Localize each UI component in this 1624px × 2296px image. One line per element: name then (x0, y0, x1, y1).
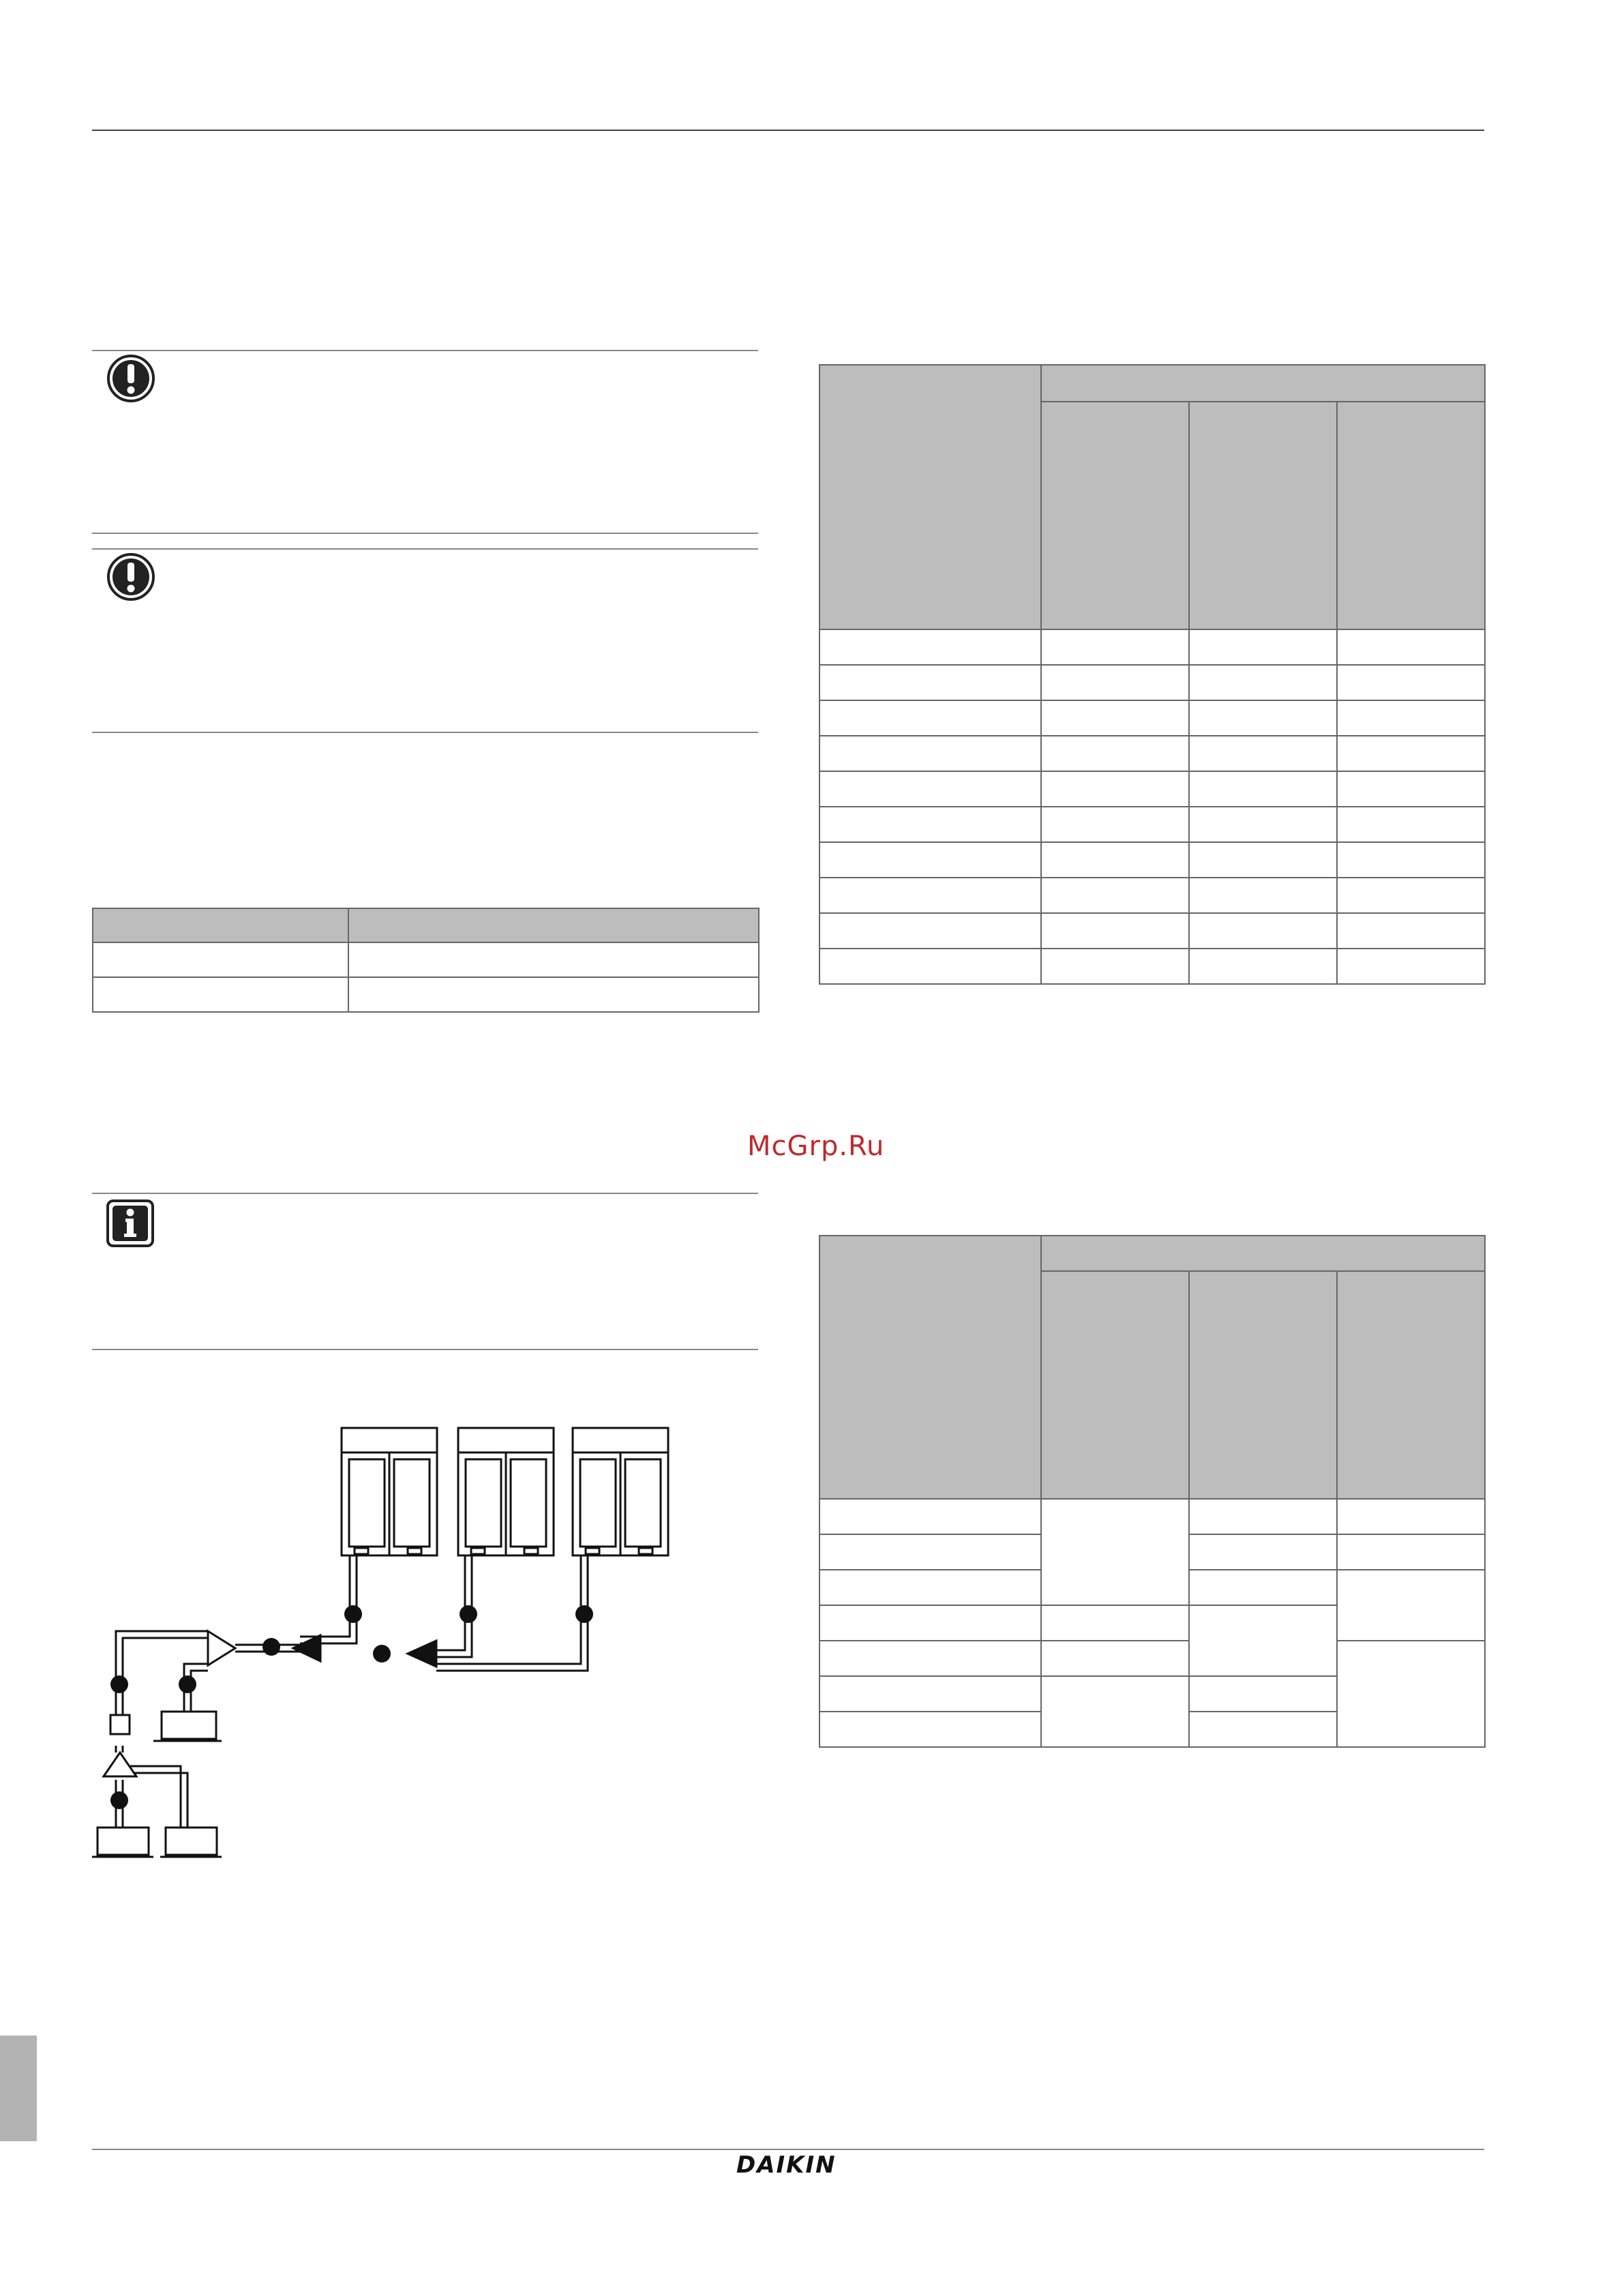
info-icon (106, 1199, 154, 1250)
outdoor-unit-3 (573, 1428, 668, 1555)
table-1-cell (819, 878, 1041, 913)
table-2-cell (1189, 1676, 1337, 1712)
table-1 (819, 364, 1486, 985)
table-1-cell (1041, 700, 1189, 736)
small-table-header-cell (93, 908, 348, 942)
table-1-cell (1041, 665, 1189, 700)
table-1-cell (819, 629, 1041, 665)
table-2-cell (1041, 1499, 1189, 1605)
table-2-cell (819, 1499, 1041, 1534)
table-2-cell (1337, 1641, 1485, 1747)
table-1-cell (1337, 736, 1485, 771)
table-2-cell (1041, 1641, 1189, 1676)
table-1-cell (1189, 665, 1337, 700)
table-1-cell (1337, 949, 1485, 984)
table-2-cell (819, 1605, 1041, 1641)
notice-3-top-rule (92, 1193, 758, 1194)
table-2-cell (1337, 1499, 1485, 1534)
table-1-cell (1189, 807, 1337, 842)
table-2-group-header (1041, 1236, 1485, 1271)
table-1-cell (1337, 842, 1485, 878)
table-1-cell (1189, 629, 1337, 665)
table-1-cell (1337, 913, 1485, 949)
table-2-col-header (1189, 1271, 1337, 1499)
outdoor-unit-2 (458, 1428, 554, 1555)
table-1-cell (1337, 700, 1485, 736)
watermark: McGrp.Ru (747, 1131, 885, 1162)
table-2-cell (1189, 1499, 1337, 1534)
table-2-cell (819, 1712, 1041, 1747)
table-1-cell (1337, 807, 1485, 842)
table-2 (819, 1235, 1486, 1748)
table-1-cell (1041, 913, 1189, 949)
table-2-col-header (1041, 1271, 1189, 1499)
table-1-cell (1189, 949, 1337, 984)
table-1-group-header (1041, 365, 1485, 402)
table-1-cell (819, 700, 1041, 736)
table-1-cell (1189, 771, 1337, 807)
table-1-cell (1337, 771, 1485, 807)
table-2-cell (1041, 1605, 1189, 1641)
small-table-cell (348, 942, 759, 977)
notice-1-top-rule (92, 350, 758, 351)
small-table (92, 908, 760, 1013)
table-1-cell (1041, 949, 1189, 984)
table-2-cell (1041, 1676, 1189, 1747)
table-1-col-header (1189, 402, 1337, 629)
table-1-cell (1189, 700, 1337, 736)
table-2-cell (1189, 1570, 1337, 1605)
side-tab (0, 2036, 37, 2141)
table-2-cell (1189, 1712, 1337, 1747)
table-1-row-header (819, 365, 1041, 629)
table-2-cell (819, 1534, 1041, 1570)
footer-rule (92, 2149, 1484, 2150)
table-1-cell (1041, 842, 1189, 878)
table-1-cell (819, 807, 1041, 842)
table-1-cell (819, 736, 1041, 771)
table-2-cell (1337, 1570, 1485, 1641)
header-rule (92, 130, 1484, 131)
table-1-cell (819, 665, 1041, 700)
table-1-cell (1337, 878, 1485, 913)
table-2-cell (1189, 1534, 1337, 1570)
table-1-cell (1041, 771, 1189, 807)
small-table-cell (93, 977, 348, 1012)
notice-1-bottom-rule (92, 533, 758, 534)
table-1-cell (1041, 629, 1189, 665)
table-2-cell (819, 1676, 1041, 1712)
small-table-cell (348, 977, 759, 1012)
table-1-cell (819, 913, 1041, 949)
table-1-cell (819, 842, 1041, 878)
notice-3-bottom-rule (92, 1349, 758, 1350)
table-1-cell (1189, 913, 1337, 949)
table-2-col-header (1337, 1271, 1485, 1499)
notice-2-bottom-rule (92, 732, 758, 733)
table-1-cell (1041, 878, 1189, 913)
table-1-col-header (1337, 402, 1485, 629)
table-1-cell (1041, 807, 1189, 842)
table-1-cell (1189, 736, 1337, 771)
table-2-row-header (819, 1236, 1041, 1499)
exclamation-icon (106, 354, 155, 406)
small-table-cell (93, 942, 348, 977)
exclamation-icon (106, 552, 155, 604)
notice-2-top-rule (92, 548, 758, 550)
table-2-cell (819, 1570, 1041, 1605)
table-1-cell (1189, 878, 1337, 913)
table-1-cell (1189, 842, 1337, 878)
table-1-col-header (1041, 402, 1189, 629)
table-1-cell (819, 949, 1041, 984)
table-1-cell (1337, 665, 1485, 700)
table-1-cell (819, 771, 1041, 807)
table-1-cell (1041, 736, 1189, 771)
table-2-cell (819, 1641, 1041, 1676)
daikin-logo: DAIKIN (736, 2151, 837, 2179)
small-table-header-cell (348, 908, 759, 942)
outdoor-unit-1 (342, 1428, 437, 1555)
table-2-cell (1337, 1534, 1485, 1570)
table-1-cell (1337, 629, 1485, 665)
table-2-cell (1189, 1605, 1337, 1676)
